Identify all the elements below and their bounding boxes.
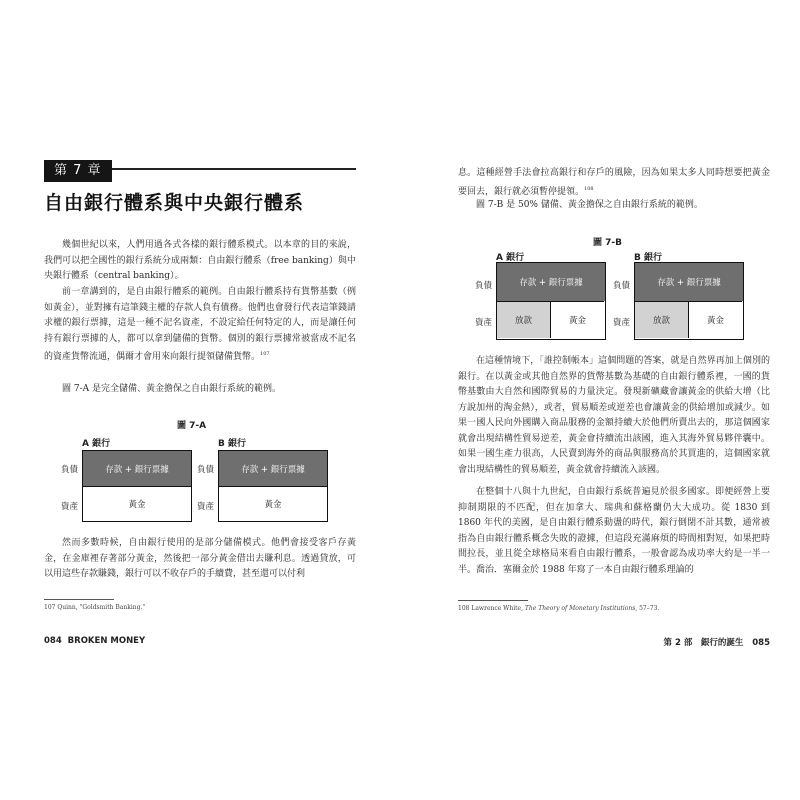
figure-7a — [44, 436, 356, 526]
row-label-asset: 資產 — [61, 502, 79, 512]
bank-a-liability-cell: 存款 + 銀行票據 — [83, 451, 191, 486]
bank-a-loan-cell: 放款 — [497, 301, 551, 338]
bank-b-balance-sheet — [634, 262, 744, 340]
bank-a-liability-cell: 存款 + 銀行票據 — [497, 263, 605, 301]
part-title: 第 2 部 銀行的誕生 — [663, 638, 744, 648]
book-title: BROKEN MONEY — [67, 636, 146, 646]
row-label-liability: 負債 — [197, 465, 215, 475]
paragraph-1: 幾個世紀以來，人們用過各式各樣的銀行體系模式。以本章的目的來說，我們可以把全國性的銀行系統分成兩類：自由銀行體系（free banking）與中央銀行體系（central banking）。 — [44, 240, 356, 281]
bank-b-liability-cell: 存款 + 銀行票據 — [219, 451, 327, 486]
row-label-liability: 負債 — [613, 281, 631, 291]
paragraph-4: 在整個十八與十九世紀，自由銀行系統普遍見於很多國家。即便經營上要抑制期限的不匹配，但在加拿大、瑞典和蘇格蘭仍大大成功。從 1830 到 1860 年代的美國，是自由銀行體系動盪的時代，銀行倒閉不計其數，通常被指為自由銀行體系概念失敗的證據，但這段充滿麻煩的時間相對短，如果把時間拉長，並且從全球格局來看自由銀行體系，一般會認為成功率大約是一半一半。喬治．塞爾金於 1988 年寫了一本自由銀行體系理論的 — [458, 487, 770, 575]
footnote-108 — [458, 605, 659, 612]
paragraph-2-text: 前一章講到的，是自由銀行體系的範例。自由銀行體系持有貨幣基數（例如黃金），並對擁有這筆錢主權的存款人負有債務。他們也會發行代表這筆錢請求權的銀行票據，這是一種不記名資產，不設定給任何特定的人，而是讓任何持有銀行票據的人，都可以拿到儲備的貨幣。個別的銀行票據常被當成不記名的資產貨幣流通，偶爾才會用來向銀行提領儲備貨幣。 — [44, 287, 356, 362]
row-label-asset: 資產 — [197, 502, 215, 512]
paragraph-2: 圖 7-B 是 50% 儲備、黃金擔保之自由銀行系統的範例。 — [476, 200, 703, 210]
left-footer — [44, 636, 145, 646]
paragraph-2 — [44, 285, 356, 366]
paragraph-4: 然而多數時候，自由銀行使用的是部分儲備模式。他們會接受客戶存黃金，在金庫裡存著部分黃金，然後把一部分黃金借出去賺利息。透過貸放，可以用這些存款賺錢，銀行可以不收存戶的手續費，甚至還可以付利 — [44, 538, 356, 579]
bank-b-gold-cell: 黃金 — [689, 301, 742, 338]
footnote-ref-107: 107 — [260, 351, 270, 357]
bank-b-label: B 銀行 — [218, 439, 246, 449]
paragraph-1 — [458, 166, 770, 200]
footnote-rule — [44, 599, 114, 600]
figure-7b-title: 圖 7-B — [593, 238, 622, 248]
bank-b-label: B 銀行 — [634, 253, 662, 263]
bank-a-gold-cell: 黃金 — [551, 301, 604, 338]
footnote-pages: , 57–73. — [635, 605, 660, 612]
bank-a-label: A 銀行 — [82, 439, 111, 449]
left-page — [44, 160, 356, 650]
row-label-liability: 負債 — [475, 281, 493, 291]
bank-a-gold-cell: 黃金 — [83, 486, 191, 520]
row-label-asset: 資產 — [475, 318, 493, 328]
chapter-tag: 第 7 章 — [44, 160, 112, 182]
bank-a-balance-sheet — [496, 262, 606, 340]
chapter-title: 自由銀行體系與中央銀行體系 — [44, 192, 305, 214]
bank-a-balance-sheet — [82, 450, 192, 522]
page-number-085: 085 — [752, 638, 770, 648]
right-page — [458, 160, 770, 650]
bank-b-gold-cell: 黃金 — [219, 486, 327, 520]
right-footer — [664, 636, 770, 648]
page-number-084: 084 — [44, 636, 62, 646]
footnote-ref-108: 108 — [584, 185, 594, 192]
footnote-number: 108 — [458, 605, 470, 612]
footnote-rule — [458, 600, 528, 601]
row-label-liability: 負債 — [61, 465, 79, 475]
footnote-book-title: The Theory of Monetary Institutions — [524, 605, 636, 612]
figure-7a-title: 圖 7-A — [177, 421, 207, 431]
paragraph-3: 在這種情境下，「誰控制帳本」這個問題的答案，就是自然界再加上個別的銀行。在以黃金或其他自然界的貨幣基數為基礎的自由銀行體系裡，一國的貨幣基數由大自然和國際貿易的力量決定。發現新礦藏會讓黃金的供給大增（比方說加州的淘金熱），或者，貿易順差或逆差也會讓黃金的供給增加或減少。如果一國人民向外國購入商品服務的金額持續大於他們所賣出去的，那這個國家就會出現結構性貿易逆差，黃金會持續流出該國，進入其海外貿易夥伴囊中。如果一國生產力很高，人民賣到海外的商品與服務高於其買進的，這個國家就會出現結構性的貿易順差，黃金就會持續流入該國。 — [458, 356, 770, 475]
bank-b-loan-cell: 放款 — [635, 301, 689, 338]
footnote-author: Lawrence White, — [471, 605, 525, 612]
bank-b-liability-cell: 存款 + 銀行票據 — [635, 263, 743, 301]
figure-7b — [458, 250, 770, 346]
paragraph-1-text: 息。這種經營手法會拉高銀行和存戶的風險，因為如果太多人同時想要把黃金要回去，銀行就必須暫停提領。 — [458, 168, 770, 197]
bank-b-balance-sheet — [218, 450, 328, 522]
bank-a-label: A 銀行 — [496, 253, 525, 263]
footnote-107: 107 Quinn, "Goldsmith Banking." — [44, 604, 146, 611]
paragraph-3: 圖 7-A 是完全儲備、黃金擔保之自由銀行系統的範例。 — [62, 384, 281, 394]
row-label-asset: 資產 — [613, 318, 631, 328]
